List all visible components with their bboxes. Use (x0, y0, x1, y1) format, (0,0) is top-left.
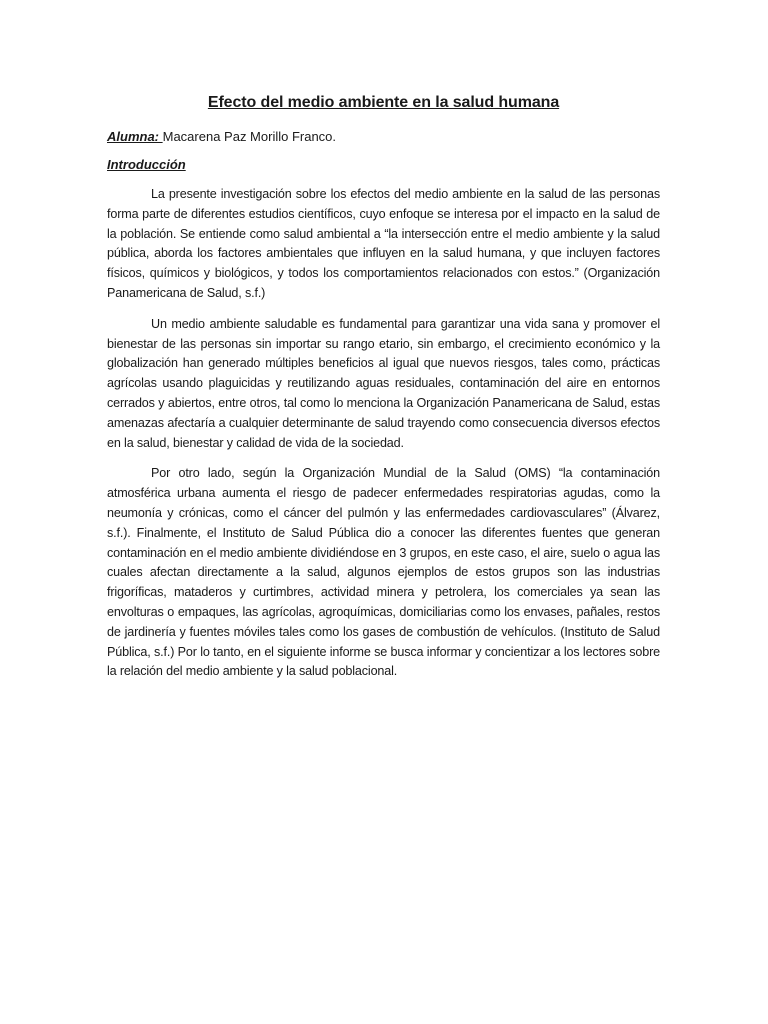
paragraph-2: Un medio ambiente saludable es fundamental para garantizar una vida sana y promover el bienestar de las personas sin importar su rango etario, sin embargo, el crecimiento económico y la globalización han generado múltiples beneficios al igual que nuevos riesgos, tales como, prácticas agrícolas usando plaguicidas y reutilizando aguas residuales, contaminación del aire en entornos cerrados y abiertos, entre otros, tal como lo menciona la Organización Panamericana de Salud, estas amenazas afectaría a cualquier determinante de salud trayendo como consecuencia diversos efectos en la salud, bienestar y calidad de vida de la sociedad. (107, 316, 660, 450)
author-line (107, 128, 660, 146)
section-heading-introduccion: Introducción (107, 157, 186, 172)
author-name: Macarena Paz Morillo Franco. (162, 129, 337, 144)
document-body (107, 92, 660, 693)
document-title: Efecto del medio ambiente en la salud humana (207, 94, 560, 111)
paragraph-3: Por otro lado, según la Organización Mundial de la Salud (OMS) “la contaminación atmosférica urbana aumenta el riesgo de padecer enfermedades respiratorias agudas, como la neumonía y crónicas, como el cáncer del pulmón y las enfermedades cardiovasculares” (Álvarez, s.f.). Finalmente, el Instituto de Salud Pública dio a conocer las diferentes fuentes que generan contaminación en el medio ambiente dividiéndose en 3 grupos, en este caso, el aire, suelo o agua las cuales afectan directamente a la salud, algunos ejemplos de estos grupos son las industrias frigoríficas, mataderos y curtimbres, actividad minera y petrolera, los comerciales ya sean las envolturas o empaques, las agrícolas, agroquímicas, domiciliarias como los envases, pañales, restos de jardinería y fuentes móviles tales como los gases de combustión de vehículos. (Instituto de Salud Pública, s.f.) Por lo tanto, en el siguiente informe se busca informar y concientizar a los lectores sobre la relación del medio ambiente y la salud poblacional. (107, 466, 660, 679)
author-label: Alumna: (107, 129, 163, 144)
paragraph-1: La presente investigación sobre los efectos del medio ambiente en la salud de las personas forma parte de diferentes estudios científicos, cuyo enfoque se interesa por el impacto en la salud de la población. Se entiende como salud ambiental a “la intersección entre el medio ambiente y la salud pública, aborda los factores ambientales que influyen en la salud humana, y que incluyen factores físicos, químicos y biológicos, y todos los comportamientos relacionados con estos.” (Organización Panamericana de Salud, s.f.) (107, 187, 660, 300)
